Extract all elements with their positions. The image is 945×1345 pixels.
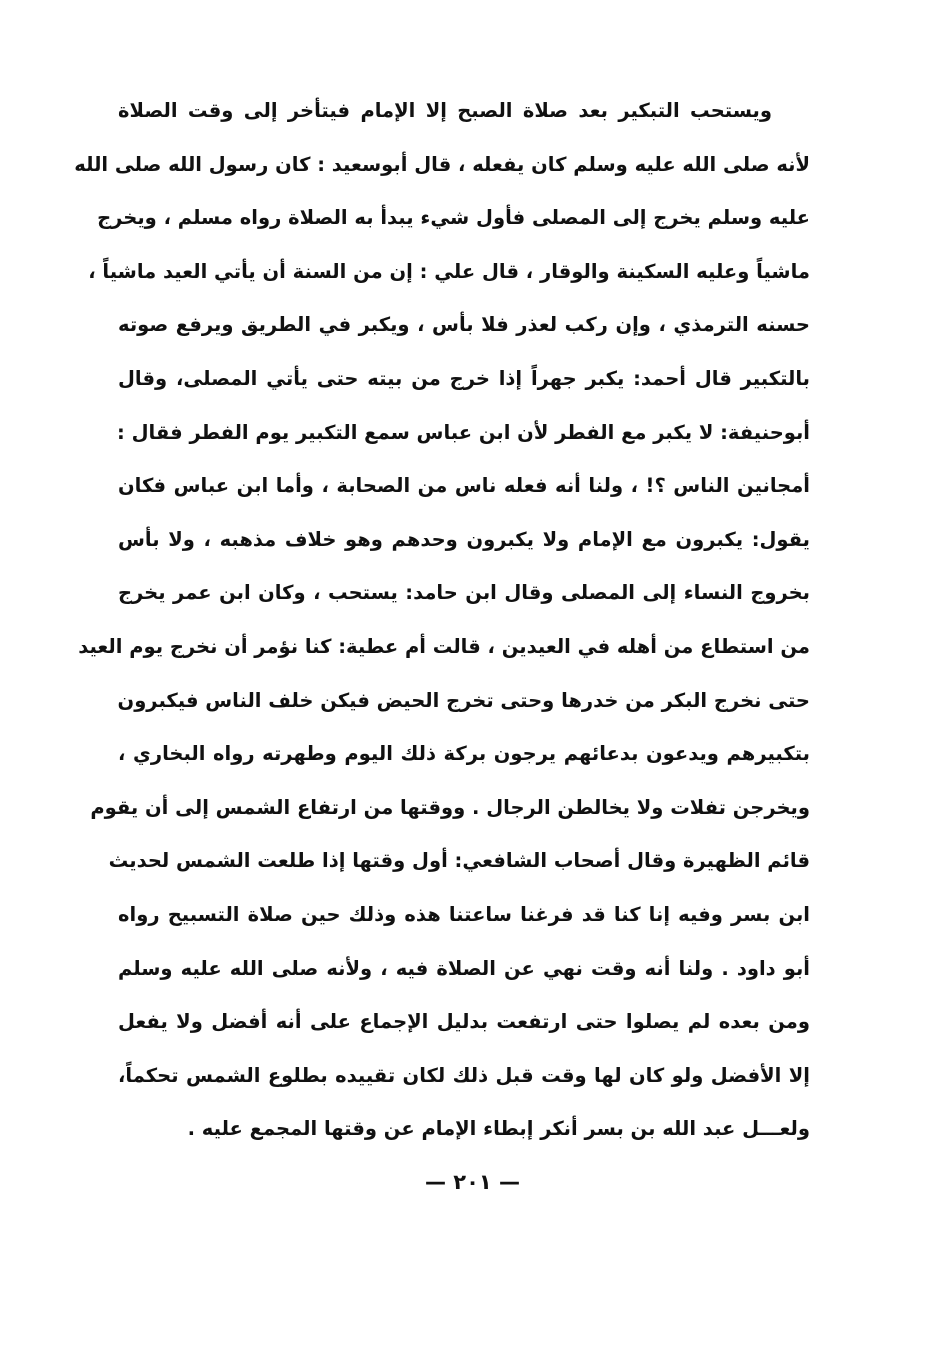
text-line: بتكبيرهم ويدعون بدعائهم يرجون بركة ذلك اليوم وطهرته رواه البخاري ، bbox=[118, 742, 810, 766]
text-line: لأنه صلى الله عليه وسلم كان يفعله ، قال أبوسعيد : كان رسول الله صلى الله bbox=[74, 152, 810, 176]
text-line: من استطاع من أهله في العيدين ، قالت أم عطية: كنا نؤمر أن نخرج يوم العيد bbox=[78, 634, 810, 658]
text-line: ومن بعده لم يصلوا حتى ارتفعت بدليل الإجماع على أنه أفضل ولا يفعل bbox=[118, 1010, 810, 1034]
text-line: أبو داود . ولنا أنه وقت نهي عن الصلاة فيه ، ولأنه صلى الله عليه وسلم bbox=[118, 956, 810, 980]
text-line: عليه وسلم يخرج إلى المصلى فأول شيء يبدأ به الصلاة رواه مسلم ، ويخرج bbox=[97, 206, 810, 230]
text-line: بالتكبير قال أحمد: يكبر جهراً إذا خرج من بيته حتى يأتي المصلى، وقال bbox=[118, 366, 810, 390]
text-line: ابن بسر وفيه إنا كنا قد فرغنا ساعتنا هذه وذلك حين صلاة التسبيح رواه bbox=[118, 902, 810, 926]
text-line: قائم الظهيرة وقال أصحاب الشافعي: أول وقتها إذا طلعت الشمس لحديث bbox=[108, 849, 810, 873]
text-line: أبوحنيفة: لا يكبر مع الفطر لأن ابن عباس سمع التكبير يوم الفطر فقال : bbox=[117, 420, 810, 444]
text-line: ماشياً وعليه السكينة والوقار ، قال علي : إن من السنة أن يأتي العيد ماشياً ، bbox=[88, 259, 810, 283]
text-line: بخروج النساء إلى المصلى وقال ابن حامد: يستحب ، وكان ابن عمر يخرج bbox=[118, 581, 810, 605]
text-line: ويستحب التبكير بعد صلاة الصبح إلا الإمام فيتأخر إلى وقت الصلاة bbox=[118, 99, 772, 122]
page-number: — ٢٠١ — bbox=[424, 1170, 521, 1194]
text-line: ويخرجن تفلات ولا يخالطن الرجال . ووقتها من ارتفاع الشمس إلى أن يقوم bbox=[90, 795, 810, 819]
text-line: حتى نخرج البكر من خدرها وحتى تخرج الحيض فيكن خلف الناس فيكبرون bbox=[117, 688, 810, 712]
text-line: ولعـــل عبد الله بن بسر أنكر إبطاء الإمام عن وقتها المجمع عليه . bbox=[187, 1117, 810, 1141]
text-line: حسنه الترمذي ، وإن ركب لعذر فلا بأس ، ويكبر في الطريق ويرفع صوته bbox=[118, 313, 810, 337]
text-line: يقول: يكبرون مع الإمام ولا يكبرون وحدهم وهو خلاف مذهبه ، ولا بأس bbox=[118, 527, 810, 551]
text-line: إلا الأفضل ولو كان لها وقت قبل ذلك لكان تقييده بطلوع الشمس تحكماً، bbox=[118, 1063, 810, 1087]
body-text bbox=[74, 84, 810, 1156]
text-line: أمجانين الناس ؟! ، ولنا أنه فعله ناس من الصحابة ، وأما ابن عباس فكان bbox=[118, 474, 810, 498]
